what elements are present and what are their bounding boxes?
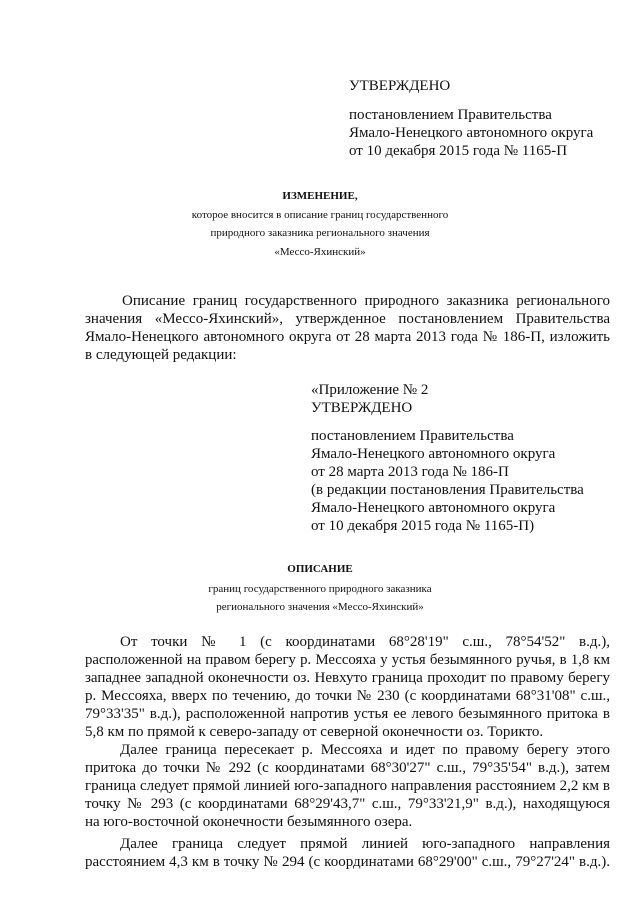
appendix-line-4: Ямало-Ненецкого автономного округа <box>311 446 556 462</box>
body-p2-line-2: притока до точки № 292 (с координатами 68°30'27" с.ш., 79°35'54" в.д.), затем <box>85 760 610 776</box>
change-subtitle-3: «Мессо-Яхинский» <box>274 246 366 258</box>
intro-line-2: значения «Мессо-Яхинский», утвержденное постановлением Правительства <box>85 311 610 327</box>
body-p1-line-3: западнее западной оконечности оз. Невхуто граница проходит по правому берегу <box>85 670 610 686</box>
appendix-line-8: от 10 декабря 2015 года № 1165-П) <box>311 518 535 534</box>
header-line-1: постановлением Правительства <box>349 107 552 123</box>
appendix-line-5: от 28 марта 2013 года № 186-П <box>311 464 509 480</box>
description-subtitle-1: границ государственного природного заказника <box>208 583 432 595</box>
appendix-line-7: Ямало-Ненецкого автономного округа <box>311 500 556 516</box>
header-line-2: Ямало-Ненецкого автономного округа <box>349 125 594 141</box>
body-p1-line-2: расположенной на правом берегу р. Мессояха у устья безымянного ручья, в 1,8 км <box>85 652 610 668</box>
appendix-line-1: «Приложение № 2 <box>311 382 429 398</box>
change-title: ИЗМЕНЕНИЕ, <box>282 190 358 202</box>
body-p2-line-1: Далее граница пересекает р. Мессояха и идет по правому берегу этого <box>120 742 610 758</box>
body-p2-line-5: на юго-восточной оконечности безымянного озера. <box>85 814 413 830</box>
body-p1-line-6: 5,8 км по прямой к северо-западу от северной оконечности оз. Торикто. <box>85 724 544 740</box>
body-p3-line-1: Далее граница следует прямой линией юго-западного направления <box>120 836 610 852</box>
body-p1-line-4: р. Мессояха, вверх по течению, до точки № 230 (с координатами 68°31'08" с.ш., <box>85 688 610 704</box>
appendix-line-6: (в редакции постановления Правительства <box>311 482 584 498</box>
header-approved: УТВЕРЖДЕНО <box>349 78 451 94</box>
body-p1-line-5: 79°33'35" в.д.), расположенной напротив устья ее левого безымянного притока в <box>85 706 610 722</box>
description-subtitle-2: регионального значения «Мессо-Яхинский» <box>216 601 424 613</box>
change-subtitle-1: которое вносится в описание границ государственного <box>191 209 449 221</box>
header-line-3: от 10 декабря 2015 года № 1165-П <box>349 143 568 159</box>
intro-line-3: Ямало-Ненецкого автономного округа от 28 марта 2013 года № 186-П, изложить <box>85 329 610 345</box>
body-p2-line-3: граница следует прямой линией юго-западного направления расстоянием 2,2 км в <box>85 778 610 794</box>
appendix-approved: УТВЕРЖДЕНО <box>311 400 413 416</box>
intro-line-4: в следующей редакции: <box>85 347 237 363</box>
change-subtitle-2: природного заказника регионального значения <box>210 227 430 239</box>
body-p3-line-2: расстоянием 4,3 км в точку № 294 (с координатами 68°29'00" с.ш., 79°27'24" в.д.). <box>85 854 610 870</box>
intro-line-1: Описание границ государственного природного заказника регионального <box>122 293 610 309</box>
description-title: ОПИСАНИЕ <box>287 563 353 575</box>
body-p2-line-4: точку № 293 (с координатами 68°29'43,7" с.ш., 79°33'21,9" в.д.), находящуюся <box>85 796 610 812</box>
appendix-line-3: постановлением Правительства <box>311 428 514 444</box>
body-p1-line-1: От точки № 1 (с координатами 68°28'19" с.ш., 78°54'52" в.д.), <box>120 634 610 650</box>
